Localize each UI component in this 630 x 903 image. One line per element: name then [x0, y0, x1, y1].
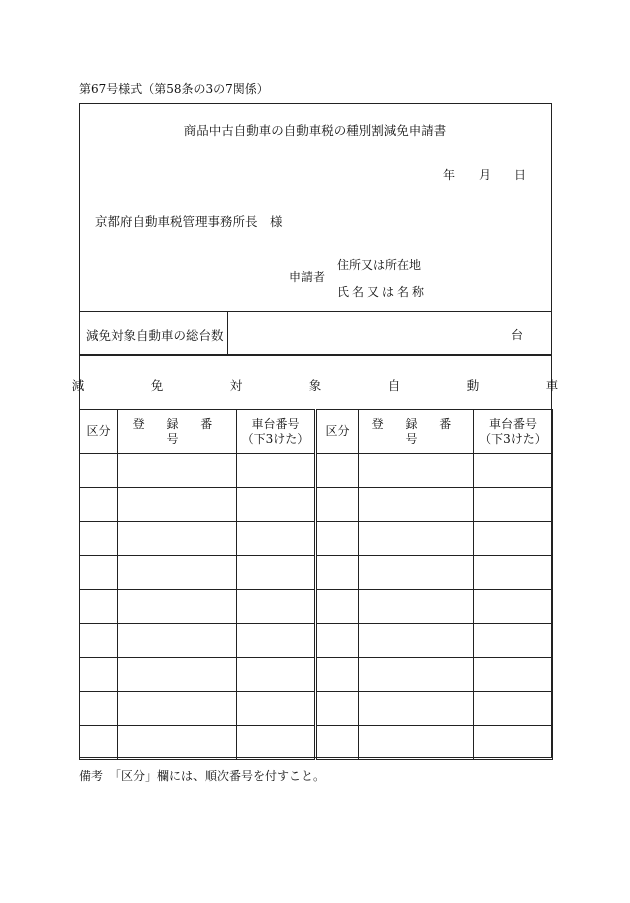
column-header-chassis-number: 車台番号 （下3けた） [474, 410, 553, 454]
table-cell[interactable] [359, 692, 474, 726]
form-title: 商品中古自動車の自動車税の種別割減免申請書 [183, 123, 447, 138]
table-cell[interactable] [474, 692, 553, 726]
table-cell[interactable] [316, 692, 359, 726]
table-cell[interactable] [316, 556, 359, 590]
table-cell[interactable] [80, 692, 118, 726]
table-cell[interactable] [118, 692, 237, 726]
name-label: 氏名又は名称 [337, 285, 428, 299]
table-cell[interactable] [118, 488, 237, 522]
total-divider [227, 311, 228, 354]
table-cell[interactable] [237, 488, 316, 522]
address-label: 住所又は所在地 [337, 258, 422, 272]
table-cell[interactable] [316, 726, 359, 760]
table-cell[interactable] [359, 624, 474, 658]
table-cell[interactable] [474, 624, 553, 658]
table-cell[interactable] [474, 726, 553, 760]
table-cell[interactable] [359, 590, 474, 624]
table-cell[interactable] [359, 658, 474, 692]
table-row [80, 488, 553, 522]
table-cell[interactable] [359, 454, 474, 488]
table-cell[interactable] [237, 590, 316, 624]
table-cell[interactable] [359, 556, 474, 590]
table-cell[interactable] [316, 590, 359, 624]
table-cell[interactable] [316, 454, 359, 488]
table-cell[interactable] [474, 522, 553, 556]
form-number: 第67号様式（第58条の3の7関係） [79, 82, 269, 96]
table-cell[interactable] [118, 726, 237, 760]
table-row [80, 522, 553, 556]
table-cell[interactable] [237, 658, 316, 692]
table-cell[interactable] [80, 726, 118, 760]
date-year-label: 年 [443, 168, 456, 182]
table-cell[interactable] [474, 454, 553, 488]
table-cell[interactable] [237, 556, 316, 590]
table-cell[interactable] [237, 692, 316, 726]
table-body [80, 454, 553, 760]
table-row [80, 624, 553, 658]
table-cell[interactable] [118, 658, 237, 692]
table-cell[interactable] [80, 658, 118, 692]
table-cell[interactable] [359, 726, 474, 760]
column-header-registration-number: 登 録 番 号 [118, 410, 237, 454]
table-header-row [80, 410, 553, 454]
table-row [80, 726, 553, 760]
table-cell[interactable] [474, 488, 553, 522]
table-row [80, 590, 553, 624]
column-header-category: 区分 [80, 410, 118, 454]
table-cell[interactable] [80, 624, 118, 658]
table-cell[interactable] [316, 624, 359, 658]
table-cell[interactable] [118, 624, 237, 658]
note: 備考 「区分」欄には、順次番号を付すこと。 [79, 769, 326, 783]
table-cell[interactable] [237, 454, 316, 488]
date-day-label: 日 [514, 168, 527, 182]
table-cell[interactable] [237, 522, 316, 556]
applicant-label: 申請者 [289, 270, 326, 284]
table-cell[interactable] [474, 590, 553, 624]
column-header-registration-number: 登 録 番 号 [359, 410, 474, 454]
table-cell[interactable] [316, 522, 359, 556]
table-row [80, 454, 553, 488]
addressee: 京都府自動車税管理事務所長 様 [95, 214, 283, 229]
total-vehicles-unit: 台 [511, 328, 524, 342]
table-cell[interactable] [80, 556, 118, 590]
divider-line [79, 311, 552, 312]
table-cell[interactable] [237, 726, 316, 760]
column-header-chassis-number: 車台番号 （下3けた） [237, 410, 316, 454]
table-row [80, 556, 553, 590]
table-cell[interactable] [118, 590, 237, 624]
table-cell[interactable] [118, 454, 237, 488]
table-cell[interactable] [118, 522, 237, 556]
table-cell[interactable] [316, 488, 359, 522]
table-cell[interactable] [316, 658, 359, 692]
table-cell[interactable] [474, 556, 553, 590]
table-row [80, 658, 553, 692]
divider-line [79, 354, 552, 356]
table-cell[interactable] [80, 488, 118, 522]
table-cell[interactable] [80, 590, 118, 624]
table-cell[interactable] [80, 522, 118, 556]
table-cell[interactable] [359, 488, 474, 522]
column-header-category: 区分 [316, 410, 359, 454]
vehicle-table [79, 409, 553, 760]
table-row [80, 692, 553, 726]
date-month-label: 月 [479, 168, 492, 182]
vehicles-heading: 減 免 対 象 自 動 車 [71, 378, 586, 393]
table-cell[interactable] [359, 522, 474, 556]
table-cell[interactable] [237, 624, 316, 658]
total-vehicles-label: 減免対象自動車の総台数 [86, 328, 224, 343]
table-cell[interactable] [80, 454, 118, 488]
table-cell[interactable] [118, 556, 237, 590]
table-cell[interactable] [474, 658, 553, 692]
